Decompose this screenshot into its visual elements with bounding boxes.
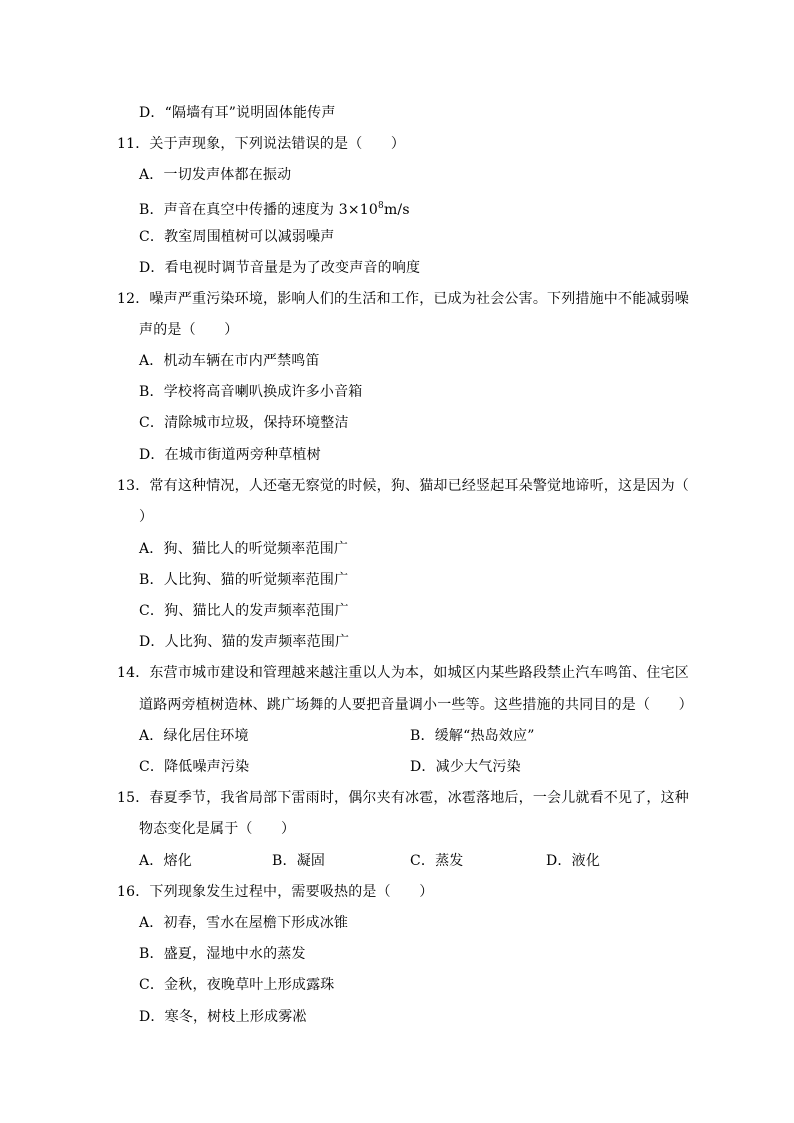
q11-stem: 11．关于声现象，下列说法错误的是（ ） <box>117 136 406 152</box>
q12-option-b: B．学校将高音喇叭换成许多小音箱 <box>139 384 363 400</box>
q13-option-c: C．狗、猫比人的发声频率范围广 <box>139 603 349 619</box>
q14-stem-line1: 14．东营市城市建设和管理越来越注重以人为本，如城区内某些路段禁止汽车鸣笛、住宅区 <box>117 665 690 681</box>
q13-option-d: D．人比狗、猫的发声频率范围广 <box>139 634 350 650</box>
q14-option-b: B．缓解“热岛效应” <box>410 728 535 744</box>
q13-option-b: B．人比狗、猫的听觉频率范围广 <box>139 572 349 588</box>
q10-option-d: D．“隔墙有耳”说明固体能传声 <box>139 105 336 121</box>
q12-option-c: C．清除城市垃圾，保持环境整洁 <box>139 415 349 431</box>
q14-option-a: A．绿化居住环境 <box>139 728 249 744</box>
q11-option-b <box>139 197 410 219</box>
q11-option-b-text: B．声音在真空中传播的速度为 3×10 <box>139 202 378 218</box>
q15-option-b: B．凝固 <box>272 853 326 869</box>
q16-option-c: C．金秋，夜晚草叶上形成露珠 <box>139 977 335 993</box>
q11-option-c: C．教室周围植树可以减弱噪声 <box>139 229 335 245</box>
q15-option-a: A．熔化 <box>139 853 192 869</box>
q15-stem-line2: 物态变化是属于（ ） <box>139 821 296 837</box>
q14-option-c: C．降低噪声污染 <box>139 759 250 775</box>
q12-stem-line2: 声的是（ ） <box>139 322 239 338</box>
q11-option-b-exponent: 8 <box>378 201 384 211</box>
q12-stem-line1: 12．噪声严重污染环境，影响人们的生活和工作，已成为社会公害。下列措施中不能减弱噪 <box>117 291 690 307</box>
q11-option-a: A．一切发声体都在振动 <box>139 167 292 183</box>
q12-option-d: D．在城市街道两旁种草植树 <box>139 447 321 463</box>
q16-option-b: B．盛夏，湿地中水的蒸发 <box>139 946 306 962</box>
q16-option-d: D．寒冬，树枝上形成雾凇 <box>139 1009 307 1025</box>
q15-option-d: D．液化 <box>546 853 601 869</box>
q11-option-b-unit: m/s <box>383 202 410 218</box>
q15-stem-line1: 15．春夏季节，我省局部下雷雨时，偶尔夹有冰雹，冰雹落地后，一会儿就看不见了，这种 <box>117 790 690 806</box>
q12-option-a: A．机动车辆在市内严禁鸣笛 <box>139 353 320 369</box>
q15-option-c: C．蒸发 <box>410 853 464 869</box>
q16-option-a: A．初春，雪水在屋檐下形成冰锥 <box>139 915 349 931</box>
q13-stem-line1: 13．常有这种情况，人还毫无察觉的时候，狗、猫却已经竖起耳朵警觉地谛听，这是因为（ <box>117 478 690 494</box>
q13-option-a: A．狗、猫比人的听觉频率范围广 <box>139 541 349 557</box>
q11-option-d: D．看电视时调节音量是为了改变声音的响度 <box>139 260 421 276</box>
q16-stem: 16．下列现象发生过程中，需要吸热的是（ ） <box>117 884 434 900</box>
q14-stem-line2: 道路两旁植树造林、跳广场舞的人要把音量调小一些等。这些措施的共同目的是（ ） <box>139 697 693 713</box>
q14-option-d: D．减少大气污染 <box>410 759 521 775</box>
q13-stem-line2: ） <box>139 509 154 525</box>
